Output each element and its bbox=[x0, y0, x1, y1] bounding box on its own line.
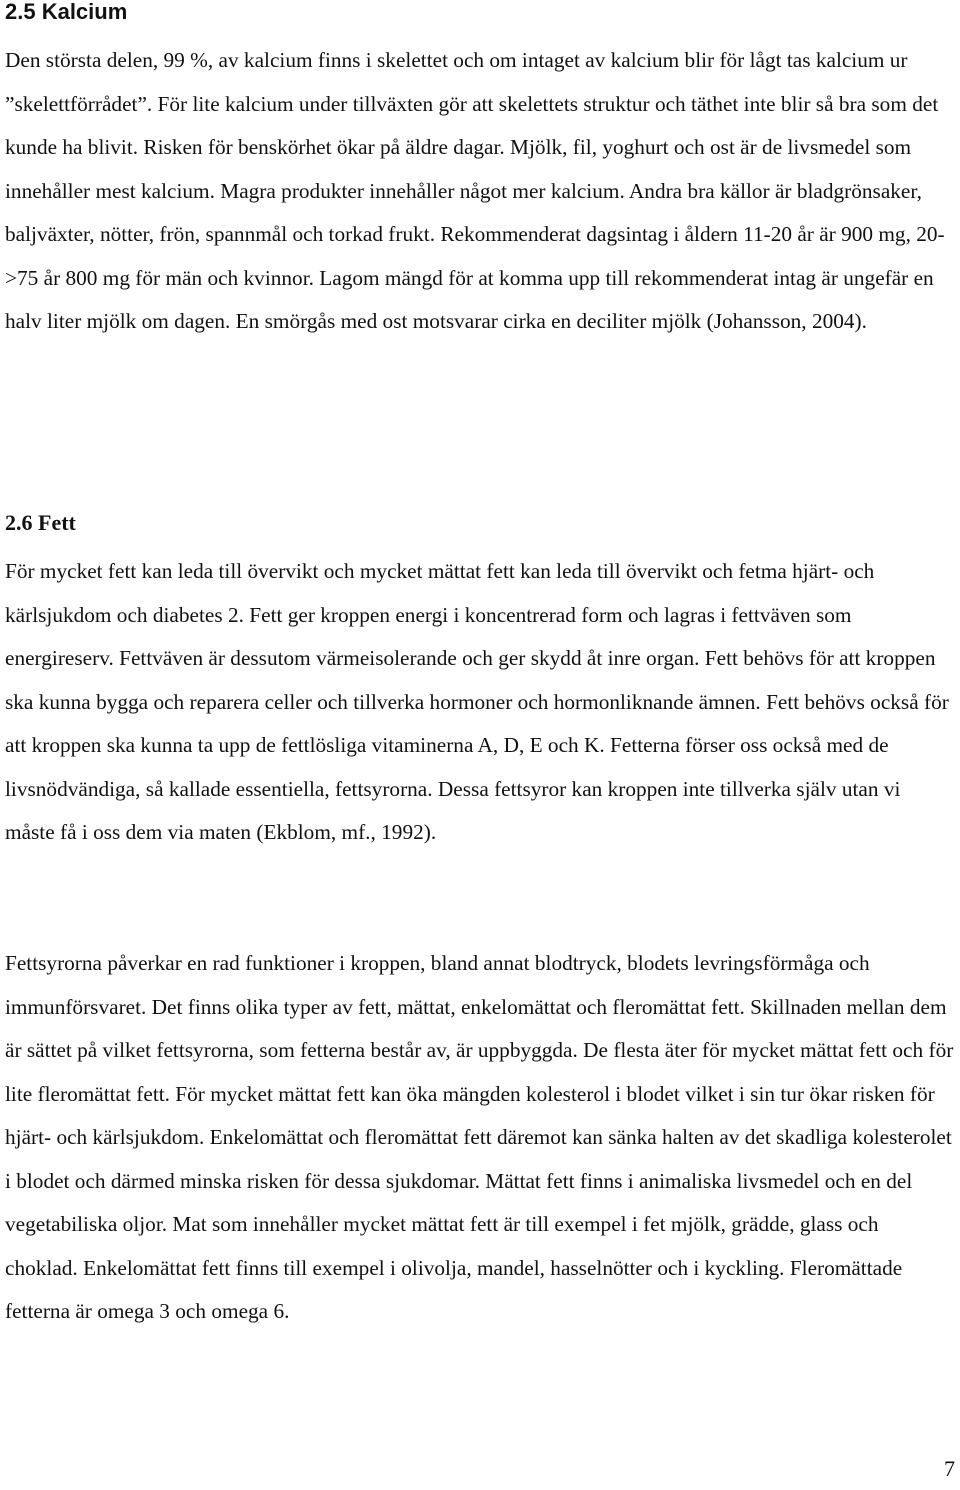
section-heading-kalcium: 2.5 Kalcium bbox=[5, 0, 128, 24]
paragraph-fett-2: Fettsyrorna påverkar en rad funktioner i kroppen, bland annat blodtryck, blodets levringsförmåga och immunförsvaret. Det finns olika typer av fett, mättat, enkelomättat och fleromättat fett. Skillnaden mellan dem är sättet på vilket fettsyrorna, som fetterna består av, är uppbyggda. De flesta äter för mycket mättat fett och för lite fleromättat fett. För mycket mättat fett kan öka mängden kolesterol i blodet vilket i sin tur ökar risken för hjärt- och kärlsjukdom. Enkelomättat och fleromättat fett däremot kan sänka halten av det skadliga kolesterolet i blodet och därmed minska risken för dessa sjukdomar. Mättat fett finns i animaliska livsmedel och en del vegetabiliska oljor. Mat som innehåller mycket mättat fett är till exempel i fet mjölk, grädde, glass och choklad. Enkelomättat fett finns till exempel i olivolja, mandel, hasselnötter och i kyckling. Fleromättade fetterna är omega 3 och omega 6. bbox=[5, 951, 954, 1323]
page-number: 7 bbox=[944, 1456, 955, 1481]
section-heading-fett: 2.6 Fett bbox=[5, 510, 76, 535]
paragraph-fett-1: För mycket fett kan leda till övervikt och mycket mättat fett kan leda till övervikt och fetma hjärt- och kärlsjukdom och diabetes 2. Fett ger kroppen energi i koncentrerad form och lagras i fettväven som energireserv. Fettväven är dessutom värmeisolerande och ger skydd åt inre organ. Fett behövs för att kroppen ska kunna bygga och reparera celler och tillverka hormoner och hormonliknande ämnen. Fett behövs också för att kroppen ska kunna ta upp de fettlösliga vitaminerna A, D, E och K. Fetterna förser oss också med de livsnödvändiga, så kallade essentiella, fettsyrorna. Dessa fettsyror kan kroppen inte tillverka själv utan vi måste få i oss dem via maten (Ekblom, mf., 1992). bbox=[5, 559, 949, 844]
paragraph-kalcium: Den största delen, 99 %, av kalcium finns i skelettet och om intaget av kalcium blir för lågt tas kalcium ur ”skelettförrådet”. För lite kalcium under tillväxten gör att skelettets struktur och täthet inte blir så bra som det kunde ha blivit. Risken för benskörhet ökar på äldre dagar. Mjölk, fil, yoghurt och ost är de livsmedel som innehåller mest kalcium. Magra produkter innehåller något mer kalcium. Andra bra källor är bladgrönsaker, baljväxter, nötter, frön, spannmål och torkad frukt. Rekommenderat dagsintag i åldern 11-20 år är 900 mg, 20- >75 år 800 mg för män och kvinnor. Lagom mängd för at komma upp till rekommenderat intag är ungefär en halv liter mjölk om dagen. En smörgås med ost motsvarar cirka en deciliter mjölk (Johansson, 2004). bbox=[5, 48, 945, 333]
